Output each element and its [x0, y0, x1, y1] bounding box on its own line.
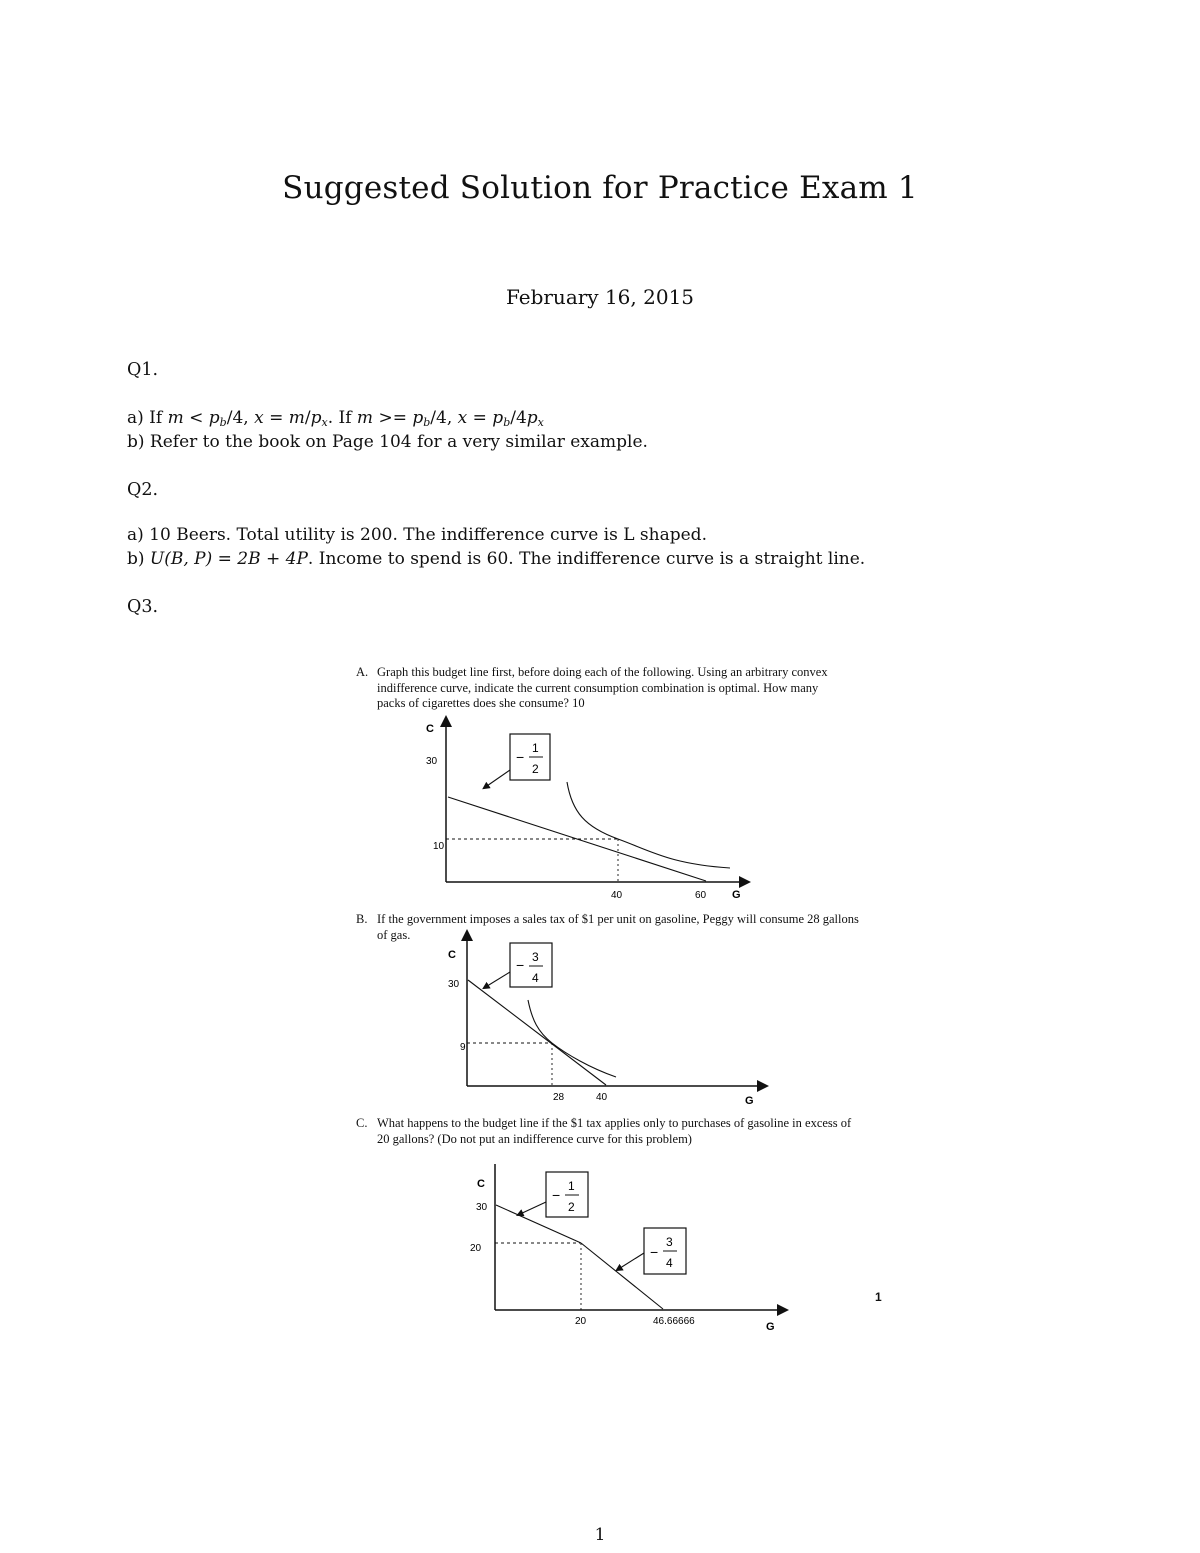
y-tick-30: 30 — [476, 1202, 488, 1213]
figure-b-prompt: If the government imposes a sales tax of $1 per unit on gasoline, Peggy will consume 28 gallons of gas. — [377, 912, 859, 942]
figure-b-graph — [440, 928, 775, 1106]
slope1-sign: − — [552, 1187, 561, 1203]
page-title: Suggested Solution for Practice Exam 1 — [282, 170, 918, 206]
slope-numerator: 1 — [532, 741, 539, 755]
figure-c-letter: C. — [356, 1116, 368, 1130]
x-tick-60: 60 — [695, 890, 707, 901]
question-3-label: Q3. — [127, 597, 159, 617]
slope1-arrow — [518, 1202, 546, 1215]
slope-numerator: 3 — [532, 950, 539, 964]
slope-arrow — [484, 972, 510, 988]
question-2-label: Q2. — [127, 480, 159, 500]
y-tick-20: 20 — [470, 1243, 482, 1254]
slope2-numerator: 3 — [666, 1235, 673, 1249]
y-tick-30: 30 — [448, 979, 460, 990]
document-date: February 16, 2015 — [505, 285, 695, 309]
slope1-numerator: 1 — [568, 1179, 575, 1193]
figure-a-letter: A. — [356, 665, 369, 679]
embedded-page-number: 1 — [875, 1290, 882, 1304]
q1-answer-b: b) Refer to the book on Page 104 for a very similar example. — [127, 432, 648, 452]
slope-arrow — [484, 770, 510, 788]
figure-c-prompt: What happens to the budget line if the $1 tax applies only to purchases of gasoline in excess of 20 gallons? (Do not put an indifference curve for this problem) — [377, 1116, 852, 1146]
x-tick-40: 40 — [611, 890, 623, 901]
y-tick-30: 30 — [426, 756, 438, 767]
x-tick-28: 28 — [553, 1092, 565, 1103]
slope1-denominator: 2 — [568, 1200, 575, 1214]
figure-a-graph — [410, 712, 770, 907]
x-axis-label: G — [732, 889, 741, 901]
slope2-denominator: 4 — [666, 1256, 673, 1270]
slope-sign: − — [516, 749, 525, 765]
x-axis-label: G — [766, 1321, 775, 1333]
x-tick-46-66666: 46.66666 — [653, 1316, 695, 1327]
slope-denominator: 4 — [532, 971, 539, 985]
y-tick-10: 10 — [433, 841, 445, 852]
figure-c-graph — [460, 1160, 800, 1335]
budget-line — [468, 980, 606, 1085]
x-tick-20: 20 — [575, 1316, 587, 1327]
figure-b-letter: B. — [356, 912, 368, 926]
slope-denominator: 2 — [532, 762, 539, 776]
slope-sign: − — [516, 957, 525, 973]
question-1-label: Q1. — [127, 360, 159, 380]
y-tick-9: 9 — [460, 1042, 466, 1053]
q2-answer-b: b) U(B, P) = 2B + 4P. Income to spend is 60. The indifference curve is a straight line. — [127, 549, 866, 569]
x-axis-label: G — [745, 1095, 754, 1106]
page-number: 1 — [594, 1525, 606, 1545]
y-axis-label: C — [426, 723, 434, 735]
q2-answer-a: a) 10 Beers. Total utility is 200. The indifference curve is L shaped. — [127, 525, 707, 545]
indifference-curve — [567, 782, 730, 868]
indifference-curve — [528, 1000, 616, 1077]
slope2-arrow — [617, 1253, 644, 1270]
x-tick-40: 40 — [596, 1092, 608, 1103]
slope2-sign: − — [650, 1244, 659, 1260]
figure-a-prompt: Graph this budget line first, before doing each of the following. Using an arbitrary convex indifference curve, indicate the current consumption combination is optimal. How many packs of cigarettes does she consume? 10 — [377, 665, 828, 710]
q1-answer-a: a) If $m < p_b/4$, $x = m/p_x$. If $m >= p_b/4$, $x = p_b/4p_x$ — [127, 408, 544, 429]
y-axis-label: C — [448, 949, 456, 961]
y-axis-label: C — [477, 1178, 485, 1190]
